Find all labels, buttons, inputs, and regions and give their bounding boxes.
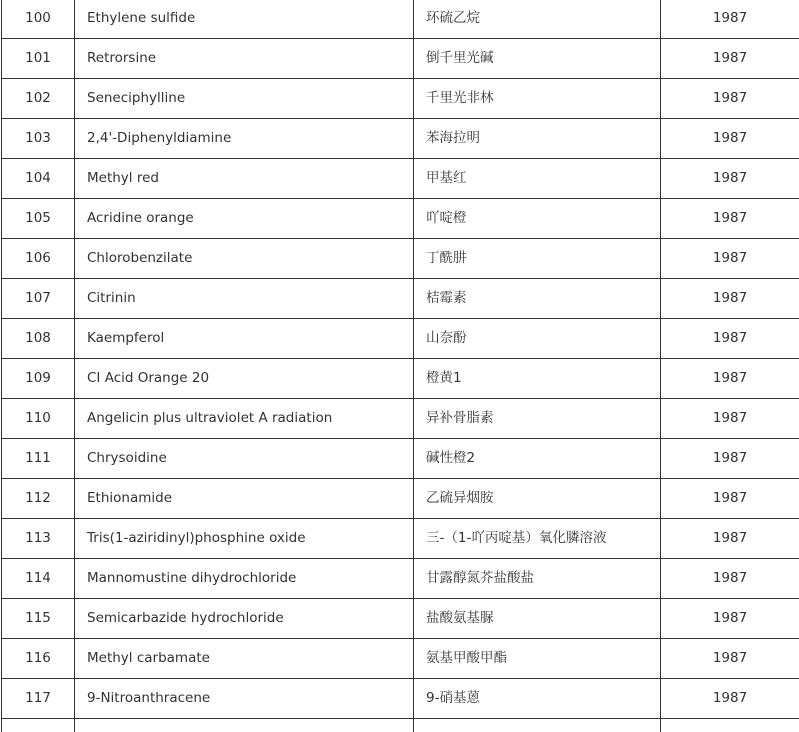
table-row bbox=[2, 39, 799, 79]
table-row bbox=[2, 679, 799, 719]
english-name: Angelicin plus ultraviolet A radiation bbox=[75, 399, 414, 439]
year: 1987 bbox=[661, 359, 799, 399]
row-number: 101 bbox=[2, 39, 75, 79]
row-number: 110 bbox=[2, 399, 75, 439]
year: 1987 bbox=[661, 679, 799, 719]
table-row bbox=[2, 639, 799, 679]
chinese-name: 氨基甲酸甲酯 bbox=[414, 639, 661, 679]
chinese-name: 桔霉素 bbox=[414, 279, 661, 319]
table-row bbox=[2, 439, 799, 479]
table-row bbox=[2, 0, 799, 39]
english-name: 2,4'-Diphenyldiamine bbox=[75, 119, 414, 159]
row-number: 115 bbox=[2, 599, 75, 639]
year: 1987 bbox=[661, 0, 799, 39]
row-number: 107 bbox=[2, 279, 75, 319]
chinese-name: 千里光非林 bbox=[414, 79, 661, 119]
row-number: 117 bbox=[2, 679, 75, 719]
year: 1987 bbox=[661, 599, 799, 639]
year: 1987 bbox=[661, 639, 799, 679]
chinese-name: 橙黄1 bbox=[414, 359, 661, 399]
english-name: Ethionamide bbox=[75, 479, 414, 519]
table-row bbox=[2, 159, 799, 199]
table-row bbox=[2, 359, 799, 399]
year: 1987 bbox=[661, 159, 799, 199]
chinese-name: 吖啶橙 bbox=[414, 199, 661, 239]
chinese-name: 盐酸氨基脲 bbox=[414, 599, 661, 639]
row-number: 100 bbox=[2, 0, 75, 39]
english-name: Acridine orange bbox=[75, 199, 414, 239]
english-name: Chlorobenzilate bbox=[75, 239, 414, 279]
chinese-name: 异补骨脂素 bbox=[414, 399, 661, 439]
row-number: 106 bbox=[2, 239, 75, 279]
year: 1987 bbox=[661, 199, 799, 239]
row-number: 116 bbox=[2, 639, 75, 679]
chinese-name: 碱性橙2 bbox=[414, 439, 661, 479]
row-number: 102 bbox=[2, 79, 75, 119]
year: 1987 bbox=[661, 519, 799, 559]
chinese-name: 甲基红 bbox=[414, 159, 661, 199]
chinese-name: 倒千里光碱 bbox=[414, 39, 661, 79]
row-number: 112 bbox=[2, 479, 75, 519]
year: 1987 bbox=[661, 479, 799, 519]
english-name: Kaempferol bbox=[75, 319, 414, 359]
table-row bbox=[2, 79, 799, 119]
table-row bbox=[2, 279, 799, 319]
row-number: 105 bbox=[2, 199, 75, 239]
english-name: 9-Nitroanthracene bbox=[75, 679, 414, 719]
english-name: Seneciphylline bbox=[75, 79, 414, 119]
table-row bbox=[2, 559, 799, 599]
english-name: Methyl red bbox=[75, 159, 414, 199]
table-row bbox=[2, 479, 799, 519]
row-number: 111 bbox=[2, 439, 75, 479]
year: 1987 bbox=[661, 399, 799, 439]
year: 1987 bbox=[661, 319, 799, 359]
english-name: Methyl carbamate bbox=[75, 639, 414, 679]
table-row bbox=[2, 239, 799, 279]
chinese-name: 甘露醇氮芥盐酸盐 bbox=[414, 559, 661, 599]
english-name: Citrinin bbox=[75, 279, 414, 319]
chinese-name: 山奈酚 bbox=[414, 319, 661, 359]
year: 1987 bbox=[661, 439, 799, 479]
english-name: Retrorsine bbox=[75, 39, 414, 79]
row-number: 113 bbox=[2, 519, 75, 559]
english-name: Mannomustine dihydrochloride bbox=[75, 559, 414, 599]
year: 1987 bbox=[661, 119, 799, 159]
table-row bbox=[2, 599, 799, 639]
table-row bbox=[2, 119, 799, 159]
year: 1987 bbox=[661, 279, 799, 319]
year: 1987 bbox=[661, 559, 799, 599]
table-row bbox=[2, 519, 799, 559]
row-number: 104 bbox=[2, 159, 75, 199]
year: 1987 bbox=[661, 239, 799, 279]
row-number: 103 bbox=[2, 119, 75, 159]
chinese-name: 苯海拉明 bbox=[414, 119, 661, 159]
chinese-name: 三-（1-吖丙啶基）氧化膦溶液 bbox=[414, 519, 661, 559]
row-number: 114 bbox=[2, 559, 75, 599]
year: 1987 bbox=[661, 39, 799, 79]
english-name: Chrysoidine bbox=[75, 439, 414, 479]
chinese-name: 9-硝基蒽 bbox=[414, 679, 661, 719]
english-name: Ethylene sulfide bbox=[75, 0, 414, 39]
carcinogen-table bbox=[1, 0, 799, 732]
table-body bbox=[2, 0, 799, 732]
table-row bbox=[2, 319, 799, 359]
row-number: 109 bbox=[2, 359, 75, 399]
english-name: Semicarbazide hydrochloride bbox=[75, 599, 414, 639]
chinese-name: 环硫乙烷 bbox=[414, 0, 661, 39]
chinese-name: 乙硫异烟胺 bbox=[414, 479, 661, 519]
year: 1987 bbox=[661, 79, 799, 119]
table-row bbox=[2, 199, 799, 239]
english-name: CI Acid Orange 20 bbox=[75, 359, 414, 399]
english-name: Tris(1-aziridinyl)phosphine oxide bbox=[75, 519, 414, 559]
row-number: 108 bbox=[2, 319, 75, 359]
chinese-name: 丁酰肼 bbox=[414, 239, 661, 279]
table-row bbox=[2, 399, 799, 439]
